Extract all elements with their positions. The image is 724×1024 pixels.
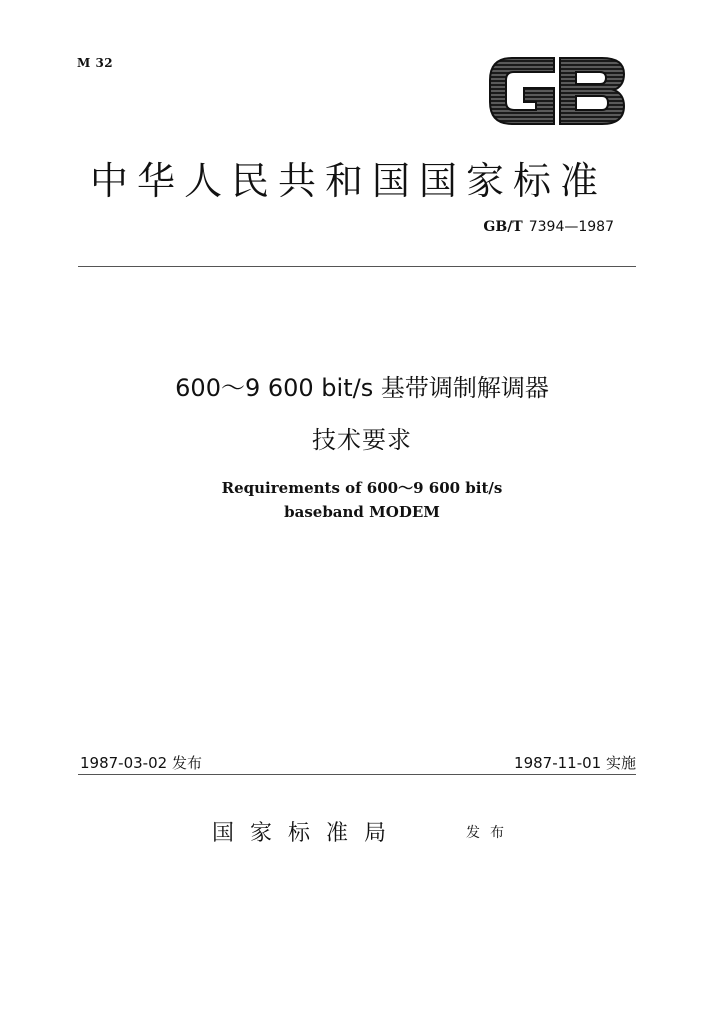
- publish-label: 发布: [466, 825, 514, 841]
- national-standard-title: 中华人民共和国国家标准: [90, 159, 608, 203]
- issue-date: 1987-03-02 发布: [80, 754, 202, 772]
- standard-code: [483, 219, 614, 235]
- classification-code: M 32: [77, 56, 114, 70]
- standard-code-number: 7394—1987: [528, 219, 614, 235]
- bottom-divider: [78, 774, 636, 775]
- title-english-line2: baseband MODEM: [284, 503, 440, 521]
- gb-logo: [484, 52, 630, 130]
- standard-code-prefix: GB/T: [483, 219, 523, 235]
- title-chinese-line2: 技术要求: [312, 426, 412, 454]
- issuing-authority: 国家标准局: [212, 821, 403, 846]
- title-chinese-line1: 600～9 600 bit/s 基带调制解调器: [175, 374, 549, 402]
- title-english-line1: Requirements of 600～9 600 bit/s: [221, 479, 503, 497]
- top-divider: [78, 266, 636, 267]
- gb-logo-graphic: [484, 52, 630, 130]
- effective-date: 1987-11-01 实施: [514, 754, 636, 772]
